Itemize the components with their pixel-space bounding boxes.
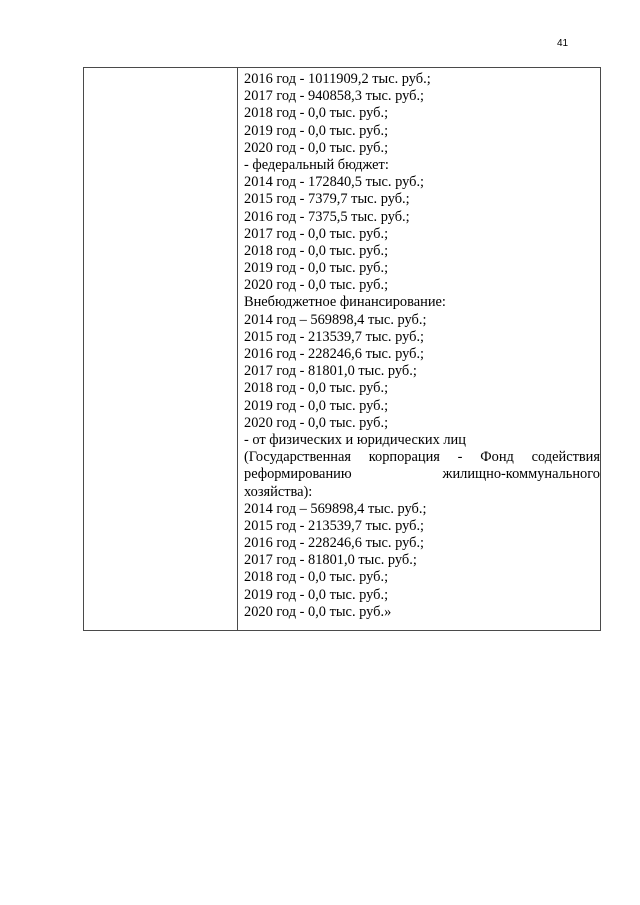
text-line: 2018 год - 0,0 тыс. руб.; (244, 380, 389, 397)
text-line: 2016 год - 7375,5 тыс. руб.; (244, 208, 410, 225)
text-line: 2015 год - 213539,7 тыс. руб.; (244, 328, 425, 345)
text-line: 2015 год - 7379,7 тыс. руб.; (244, 191, 410, 208)
section-heading: - федеральный бюджет: (244, 156, 389, 173)
text-line: 2019 год - 0,0 тыс. руб.; (244, 260, 389, 277)
page-number: 41 (557, 38, 569, 49)
table-cell-right (238, 68, 600, 630)
text-line: 2016 год - 228246,6 тыс. руб.; (244, 535, 425, 552)
table-cell-left (84, 68, 238, 630)
text-line: 2017 год - 81801,0 тыс. руб.; (244, 363, 417, 380)
text-line: 2020 год - 0,0 тыс. руб.; (244, 414, 389, 431)
text-line: 2016 год - 228246,6 тыс. руб.; (244, 346, 425, 362)
text-line: 2017 год - 81801,0 тыс. руб.; (244, 552, 417, 569)
text-line: 2018 год - 0,0 тыс. руб.; (244, 105, 389, 122)
text-line: 2015 год - 213539,7 тыс. руб.; (244, 517, 425, 534)
justified-text-line: (Государственная корпорация - Фонд содействия (244, 449, 600, 466)
text-line: 2014 год – 569898,4 тыс. руб.; (244, 500, 427, 517)
text-line: 2018 год - 0,0 тыс. руб.; (244, 569, 389, 586)
funding-table (83, 67, 601, 631)
text-line: 2016 год - 1011909,2 тыс. руб.; (244, 71, 431, 87)
text-line: 2020 год - 0,0 тыс. руб.; (244, 277, 389, 294)
section-heading: Внебюджетное финансирование: (244, 294, 446, 311)
text-line: 2017 год - 940858,3 тыс. руб.; (244, 88, 425, 105)
text-line: 2014 год – 569898,4 тыс. руб.; (244, 311, 427, 328)
text-line: 2020 год - 0,0 тыс. руб.» (244, 603, 392, 620)
text-line: 2017 год - 0,0 тыс. руб.; (244, 225, 389, 242)
text-line: 2019 год - 0,0 тыс. руб.; (244, 397, 389, 414)
justified-text-line: реформированию жилищно-коммунального (244, 466, 600, 483)
text-line: 2019 год - 0,0 тыс. руб.; (244, 122, 389, 139)
text-line: 2014 год - 172840,5 тыс. руб.; (244, 174, 425, 191)
text-line: 2019 год - 0,0 тыс. руб.; (244, 586, 389, 603)
text-line: хозяйства): (244, 483, 313, 500)
text-line: 2018 год - 0,0 тыс. руб.; (244, 242, 389, 259)
text-line: 2020 год - 0,0 тыс. руб.; (244, 139, 389, 156)
section-heading: - от физических и юридических лиц (244, 431, 466, 448)
